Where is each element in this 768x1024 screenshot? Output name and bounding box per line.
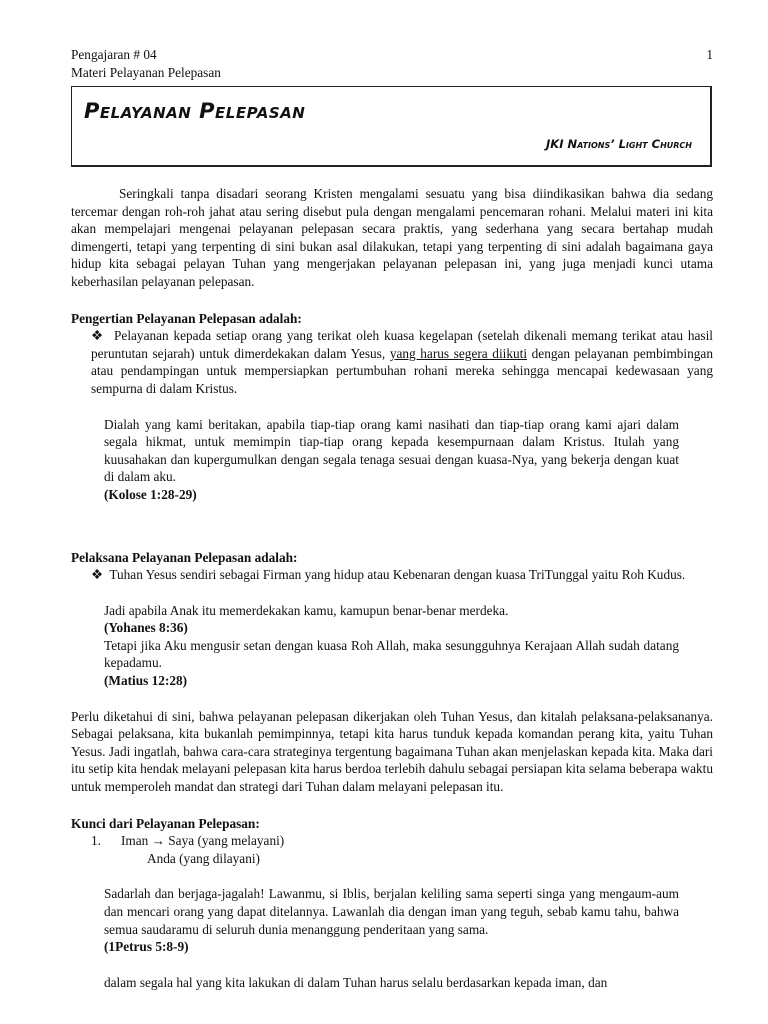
bible-quote: Dialah yang kami beritakan, apabila tiap-tiap orang kami nasihati dan tiap-tiap orang kami ajari dalam segala hikmat, untuk memimpin tiap-tiap orang kepada kesempurnaan dalam Kristus. Itulah yang kuusahakan dan kupergumulkan dengan segala tenaga sesuai dengan kuasa-Nya, yang bekerja dengan kuat di dalam aku. — [104, 416, 679, 485]
list-item — [71, 832, 713, 867]
list-item-detail-2: Anda (yang dilayani) — [147, 850, 260, 866]
bible-reference: (Kolose 1:28-29) — [104, 486, 197, 502]
bible-reference: (Matius 12:28) — [104, 673, 188, 689]
body-paragraph-continued: dalam segala hal yang kita lakukan di dalam Tuhan harus selalu berdasarkan kepada iman, dan — [104, 974, 608, 990]
diamond-bullet-icon: ❖ — [91, 328, 105, 344]
bible-quote: Jadi apabila Anak itu memerdekakan kamu, kamupun benar-benar merdeka. — [104, 602, 509, 618]
page-number: 1 — [706, 47, 713, 62]
list-item-detail: Saya (yang melayani) — [168, 833, 285, 849]
title-box — [71, 86, 712, 167]
definition-text-start: Pelayanan kepada setiap orang yang terikat oleh kuasa kegelapan (setelah dikenali memang terikat atau hasil peruntutan sejarah) untuk dimerdekakan dalam Yesus, — [91, 328, 713, 361]
bible-quote: Tetapi jika Aku mengusir setan dengan kuasa Roh Allah, maka sesungguhnya Kerajaan Allah sudah datang kepadamu. — [104, 637, 679, 671]
document-body — [71, 185, 713, 991]
bible-reference: (1Petrus 5:8-9) — [104, 939, 189, 955]
diamond-bullet-icon: ❖ — [91, 567, 103, 583]
executor-bullet — [71, 566, 713, 584]
right-arrow-icon: → — [151, 833, 165, 849]
body-paragraph: Perlu diketahui di sini, bahwa pelayanan pelepasan dikerjakan oleh Tuhan Yesus, dan kitalah pelaksana-pelaksananya. Sebagai pelaksana, kita bukanlah pemimpinnya, tetapi kita harus tunduk kepada komandan perang kita, yaitu Tuhan Yesus. Jadi ingatlah, bahwa cara-cara strateginya tergentung bagaimana Tuhan akan menjelaskan kepada kita. Maka dari itu setip kita hendak melayani pelepasan kita harus berdoa terlebih dahulu sebagai persiapan kita selama beberapa waktu untuk memperoleh mandat dan strategi dari Tuhan dalam melayani pelepasan itu. — [71, 708, 713, 795]
definition-text-underlined: yang harus segera diikuti — [389, 345, 528, 361]
bible-quote: Sadarlah dan berjaga-jagalah! Lawanmu, si Iblis, berjalan keliling sama seperti singa yang mengaum-aum dan mencari orang yang dapat ditelannya. Lawanlah dia dengan iman yang teguh, sebab kamu tahu, bahwa semua saudaramu di seluruh dunia menanggung penderitaan yang sama. — [104, 886, 679, 937]
list-number: 1. — [91, 833, 101, 849]
list-item-label: Iman — [121, 833, 149, 849]
intro-paragraph: Seringkali tanpa disadari seorang Kristen mengalami sesuatu yang bisa diindikasikan bahwa dia sedang tercemar dengan roh-roh jahat atau sering disebut pula dengan mengalami pencemaran rohani. Melalui materi ini kita akan mempelajari mengenai pelayanan pelepasan secara praktis, yang sederhana yang secara bertahap mudah dimengerti, tetapi yang terpenting di sini bukan asal dilakukan, tetapi yang terpenting di sini adalah bagaimana gaya hidup kita sebagai pelayan Tuhan yang mengerjakan pelayanan pelepasan ini, yang juga menjadi kunci utama keberhasilan pelayanan pelepasan. — [71, 186, 713, 289]
document-title: Pelayanan Pelepasan — [84, 99, 306, 123]
section-heading-keys: Kunci dari Pelayanan Pelepasan: — [71, 815, 260, 831]
page-header — [71, 46, 713, 81]
executor-text: Tuhan Yesus sendiri sebagai Firman yang hidup atau Kebenaran dengan kuasa TriTunggal yaitu Roh Kudus. — [109, 567, 686, 583]
definition-text-end: dengan pelayanan pembimbingan atau pendampingan untuk mempersiapkan pertumbuhan rohani mereka sehingga mencapai kedewasaan yang sempurna di dalam Kristus. — [91, 345, 713, 396]
church-name: JKI Nations’ Light Church — [546, 137, 692, 151]
bible-reference: (Yohanes 8:36) — [104, 620, 188, 636]
lesson-topic: Materi Pelayanan Pelepasan — [71, 64, 221, 80]
definition-bullet — [71, 327, 713, 397]
section-heading-executor: Pelaksana Pelayanan Pelepasan adalah: — [71, 549, 298, 565]
lesson-number: Pengajaran # 04 — [71, 47, 157, 62]
section-heading-definition: Pengertian Pelayanan Pelepasan adalah: — [71, 310, 302, 326]
